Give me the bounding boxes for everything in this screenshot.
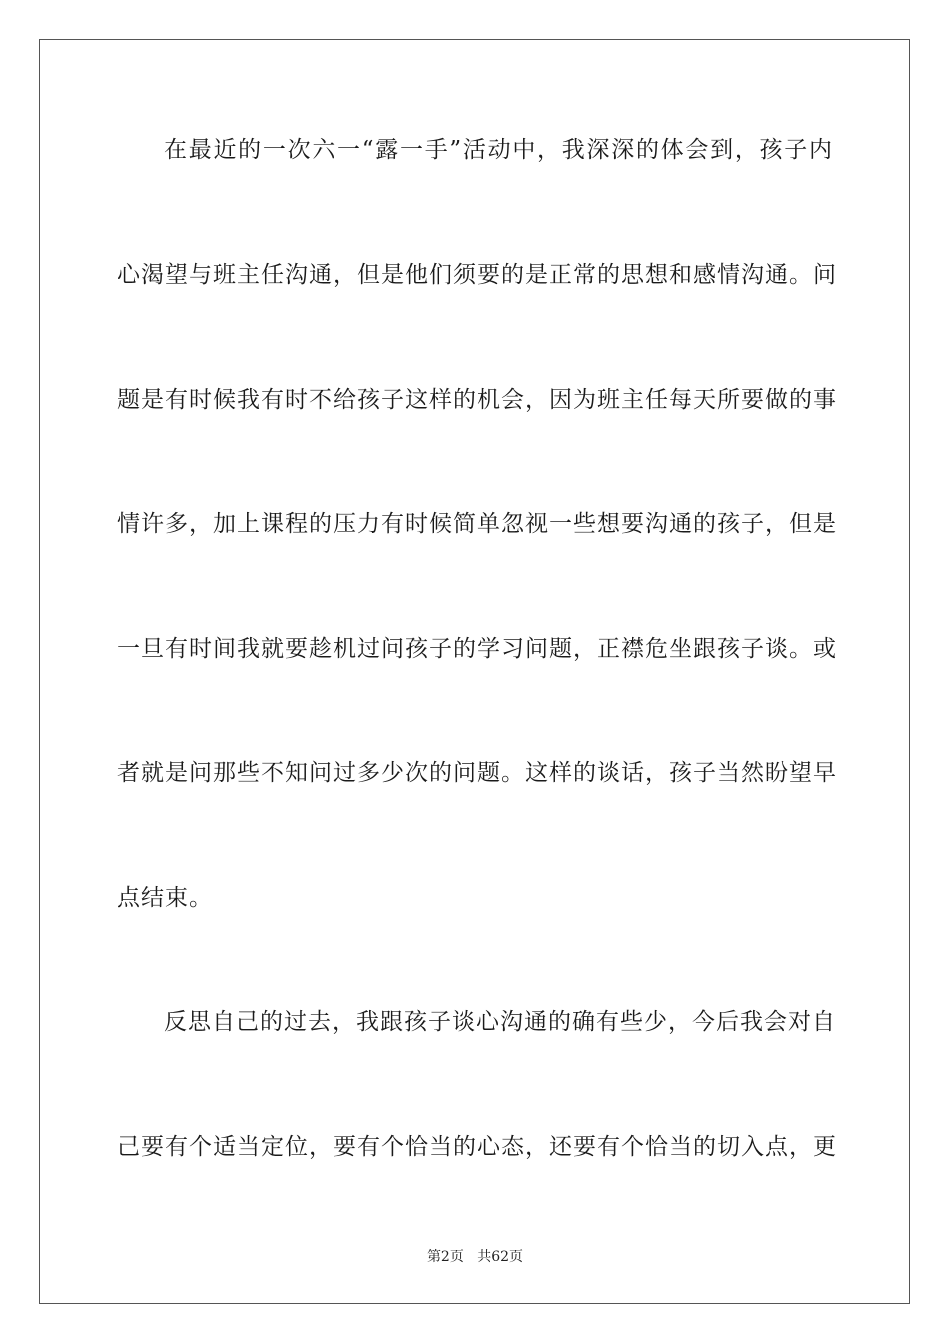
paragraph-line: 己要有个适当定位，要有个恰当的心态，还要有个恰当的切入点，更 (117, 1134, 837, 1160)
paragraph-line: 题是有时候我有时不给孩子这样的机会，因为班主任每天所要做的事 (117, 387, 837, 413)
page-footer (0, 1248, 950, 1266)
page-frame (39, 39, 910, 1304)
paragraph-line: 一旦有时间我就要趁机过问孩子的学习问题，正襟危坐跟孩子谈。或 (117, 636, 837, 662)
page-number: 第2页 (426, 1249, 464, 1265)
paragraph-line: 点结束。 (117, 885, 213, 911)
paragraph-line: 在最近的一次六一“露一手”活动中，我深深的体会到，孩子内 (164, 137, 833, 163)
paragraph-line: 情许多，加上课程的压力有时候简单忽视一些想要沟通的孩子，但是 (117, 511, 837, 537)
paragraph-line: 者就是问那些不知问过多少次的问题。这样的谈话，孩子当然盼望早 (117, 760, 837, 786)
paragraph-line: 心渴望与班主任沟通，但是他们须要的是正常的思想和感情沟通。问 (117, 262, 837, 288)
paragraph-line: 反思自己的过去，我跟孩子谈心沟通的确有些少，今后我会对自 (164, 1009, 836, 1035)
page-total: 共62页 (477, 1249, 524, 1265)
